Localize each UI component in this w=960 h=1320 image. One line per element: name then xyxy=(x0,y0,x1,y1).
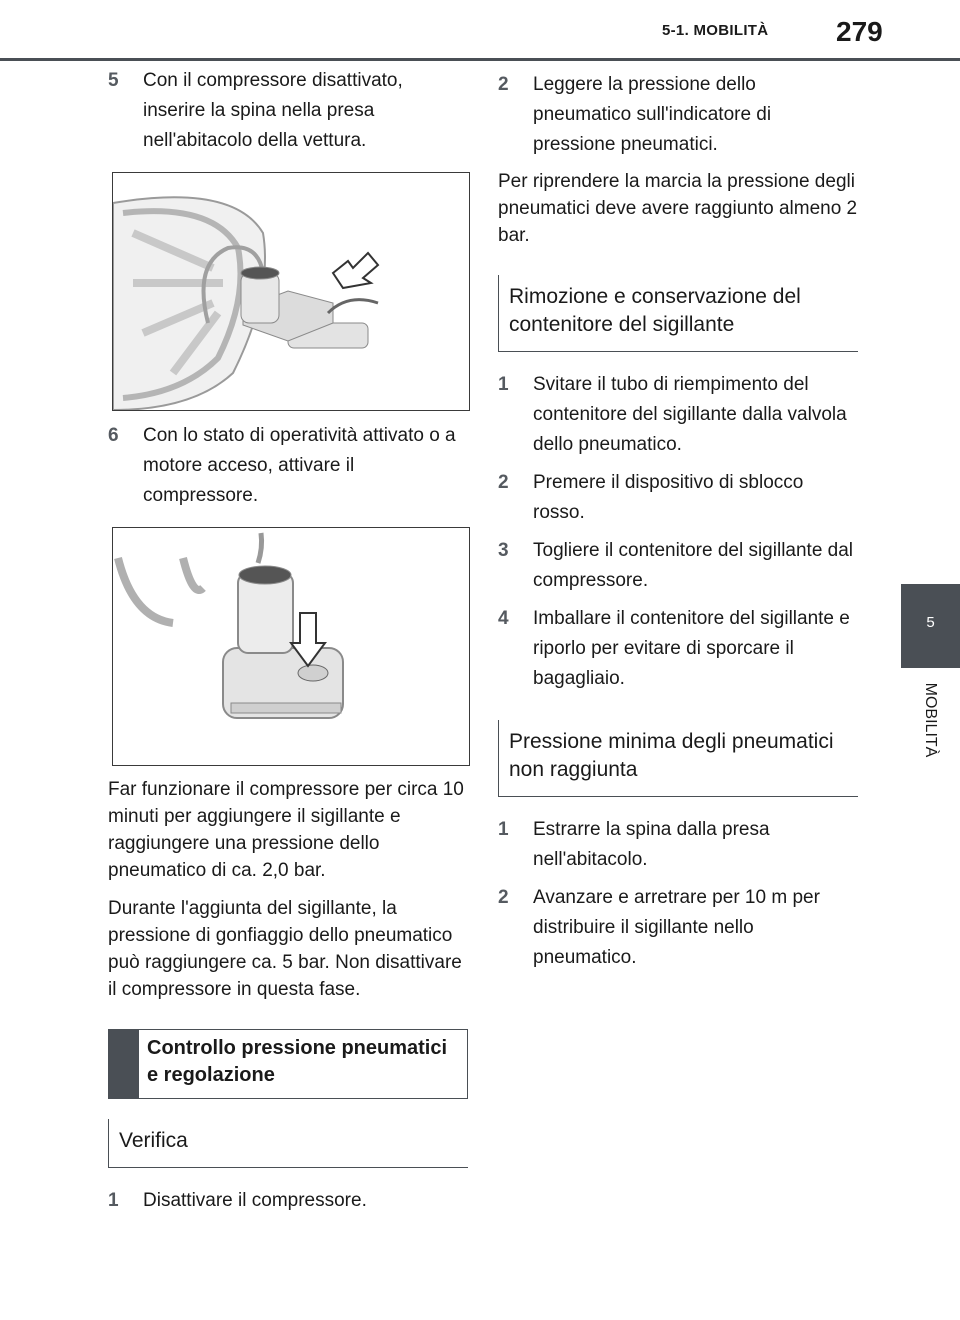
subheading-verifica: Verifica xyxy=(108,1119,468,1168)
list-item xyxy=(498,604,858,694)
list-item xyxy=(498,815,858,875)
step-number: 1 xyxy=(498,374,509,395)
figure-compressor-switch xyxy=(112,527,470,766)
step-text: Avanzare e arretrare per 10 m per distribuire il sigillante nello pneumatico. xyxy=(533,887,820,968)
list-item xyxy=(498,468,858,528)
compressor-wheel-illustration xyxy=(113,173,469,410)
heading-removal: Rimozione e conservazione del contenitore del sigillante xyxy=(498,275,858,352)
heading-min-pressure: Pressione minima degli pneumatici non raggiunta xyxy=(498,720,858,797)
step-text: Togliere il contenitore del sigillante dal compressore. xyxy=(533,540,854,591)
compressor-switch-illustration xyxy=(113,528,469,765)
step-number: 3 xyxy=(498,540,509,561)
step-number: 6 xyxy=(108,425,119,446)
step-number: 1 xyxy=(498,819,509,840)
header-divider xyxy=(0,58,960,61)
step-text: Estrarre la spina dalla presa nell'abitacolo. xyxy=(533,819,770,870)
list-item xyxy=(498,536,858,596)
list-item xyxy=(498,883,858,973)
chapter-label: MOBILITÀ xyxy=(922,682,939,758)
step-5 xyxy=(108,66,468,156)
step-text: Con lo stato di operatività attivato o a motore acceso, attivare il compressore. xyxy=(143,425,456,506)
step-6 xyxy=(108,421,468,511)
chapter-number: 5 xyxy=(926,614,935,631)
paragraph-pressure-warning: Durante l'aggiunta del sigillante, la pressione di gonfiaggio dello pneumatico può raggiungere ca. 5 bar. Non disattivare il compressore in questa fase. xyxy=(108,898,462,1000)
section-header: 5-1. MOBILITÀ xyxy=(662,22,769,39)
step-text: Con il compressore disattivato, inserire la spina nella presa nell'abitacolo della vettura. xyxy=(143,70,403,151)
step-text: Leggere la pressione dello pneumatico sull'indicatore di pressione pneumatici. xyxy=(533,74,772,155)
step-text: Premere il dispositivo di sblocco rosso. xyxy=(533,472,804,523)
step-text: Imballare il contenitore del sigillante e riporlo per evitare di sporcare il bagagliaio. xyxy=(533,608,850,689)
step-1 xyxy=(108,1186,468,1216)
step-number: 5 xyxy=(108,70,119,91)
section-title-bar xyxy=(109,1030,139,1098)
section-title-box xyxy=(108,1029,468,1099)
paragraph-min-pressure: Per riprendere la marcia la pressione degli pneumatici deve avere raggiunto almeno 2 bar. xyxy=(498,171,858,246)
figure-compressor-plug xyxy=(112,172,470,411)
section-title: Controllo pressione pneumatici e regolazione xyxy=(147,1037,448,1086)
left-column xyxy=(108,66,468,1224)
page-number: 279 xyxy=(836,16,883,47)
step-number: 4 xyxy=(498,608,509,629)
step-text: Disattivare il compressore. xyxy=(143,1190,367,1211)
step-number: 2 xyxy=(498,472,509,493)
step-text: Svitare il tubo di riempimento del contenitore del sigillante dalla valvola dello pneumatico. xyxy=(533,374,847,455)
step-number: 1 xyxy=(108,1190,119,1211)
step-number: 2 xyxy=(498,74,509,95)
chapter-tab xyxy=(901,584,960,668)
step-2 xyxy=(498,70,858,160)
list-item xyxy=(498,370,858,460)
paragraph-compressor-run: Far funzionare il compressore per circa 10 minuti per aggiungere il sigillante e raggiungere una pressione dello pneumatico di ca. 2,0 bar. xyxy=(108,779,464,881)
right-column xyxy=(498,70,858,981)
step-number: 2 xyxy=(498,887,509,908)
